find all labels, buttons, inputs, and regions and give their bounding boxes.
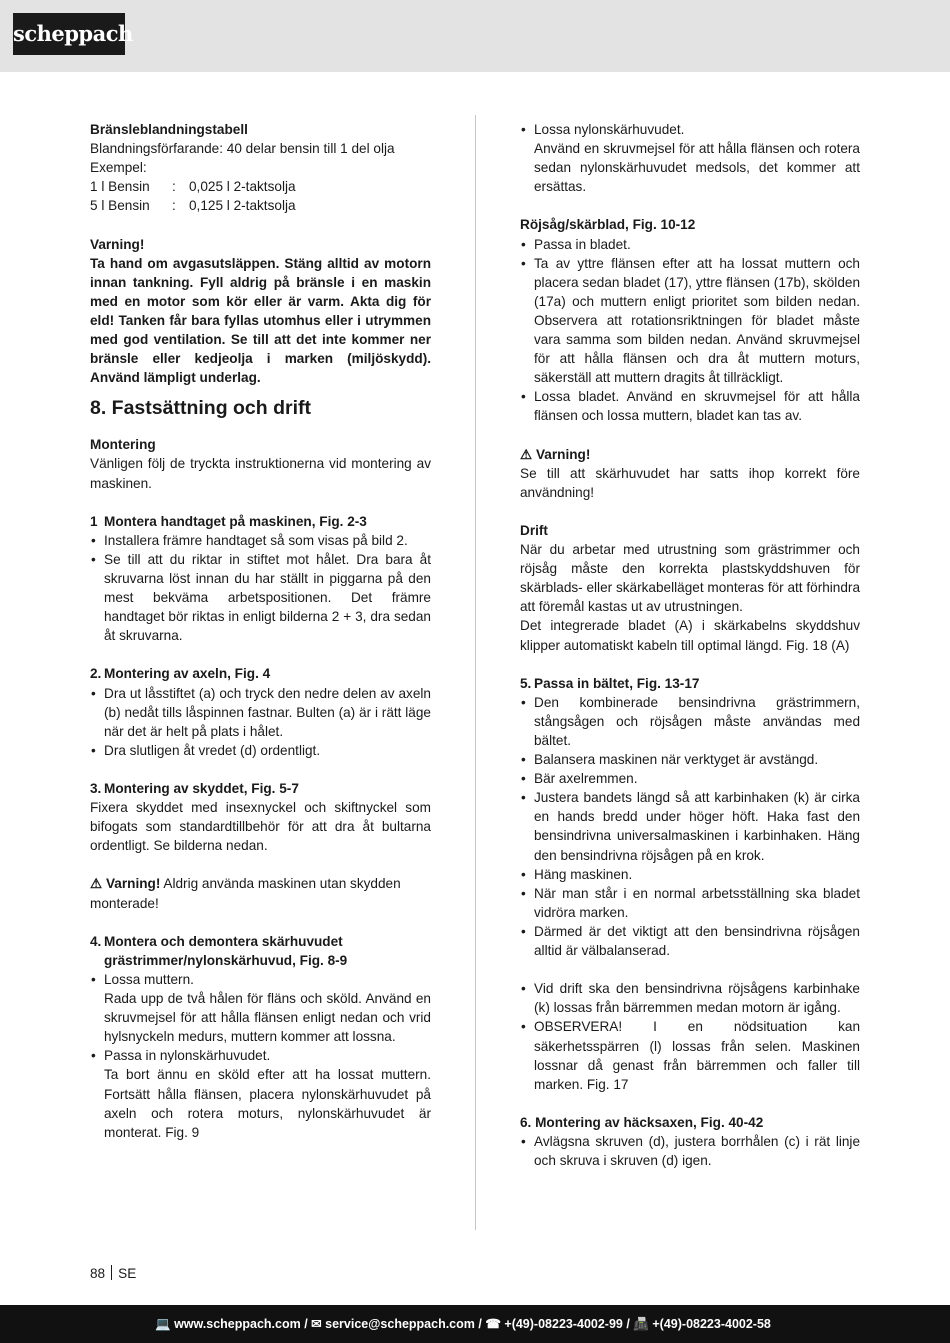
step-number: 3.	[90, 781, 102, 796]
step-4-heading	[90, 932, 431, 970]
fuel-row-amount: 5 l Bensin	[90, 198, 150, 214]
step-number: 4.	[90, 933, 102, 949]
fuel-row-amount: 1 l Bensin	[90, 179, 150, 195]
scheppach-logo: scheppach	[13, 13, 125, 55]
step-4-list	[90, 970, 431, 1142]
list-item: • Häng maskinen.	[520, 865, 860, 884]
step-3-text: Fixera skyddet med insexnyckel och skiftnyckel som bifogats som standardtillbehör för att dra åt bultarna ordentligt. Se bilderna nedan.	[90, 800, 431, 854]
nylon-head-list	[520, 120, 860, 196]
list-item: • Dra slutligen åt vredet (d) ordentligt.	[90, 741, 431, 760]
step-5-list-cont	[520, 979, 860, 1094]
blade-title: Röjsåg/skärblad, Fig. 10-12	[520, 217, 696, 233]
list-item: • Avlägsna skruven (d), justera borrhålen (c) i rät linje och skruva i skruven (d) igen.	[520, 1132, 860, 1170]
warning-text: Ta hand om avgasutsläppen. Stäng alltid av motorn innan tankning. Fyll aldrig på bränsle i en maskin med en motor som kör eller är varm. Akta dig för eld! Tanken får bara fyllas utomhus eller i utrymmen med god ventilation. Se till att det inte kommer ner bränsle eller kedjeolja i marken (miljöskydd). Använd lämpligt underlag.	[90, 255, 431, 386]
warning-title: Varning!	[90, 236, 145, 252]
fuel-row-sep: :	[172, 198, 176, 214]
blade-list	[520, 235, 860, 426]
step-5-list	[520, 693, 860, 960]
drift-text-1: När du arbetar med utrustning som grästrimmer och röjsåg måste den korrekta plastskyddshuven för skärblads- eller skärkabelläget monteras för att förhindra att föremål kastas ut av utrustningen.	[520, 542, 861, 615]
list-item: • Justera bandets längd så att karbinhaken (k) är cirka en hands bredd under höger höft. Haka fast den bensindrivna universalmaskinen i karbinhaken. Häng den bensindrivna röjsågen på en krok.	[520, 788, 860, 864]
computer-icon: 💻	[155, 1317, 171, 1331]
page-number-value: 88	[90, 1266, 106, 1281]
page-number	[90, 1265, 136, 1281]
step-3-heading	[90, 779, 431, 798]
list-item-text: Ta bort ännu en sköld efter att ha lossat muttern. Fortsätt hålla flänsen, placera nylonskärhuvudet på axeln och rotera moturs, nylonskärhuvudet är monterat. Fig. 9	[104, 1067, 431, 1140]
list-item: • Se till att du riktar in stiftet mot hålet. Dra bara åt skruvarna löst innan du har ställt in piggarna på den mest bekväma arbetspositionen. Det främre handtaget bör riktas in enligt bilderna 2 + 3, dra sedan åt skruvarna.	[90, 550, 431, 645]
phone-icon: ☎	[485, 1317, 501, 1331]
warning-title: Varning!	[535, 446, 591, 462]
list-item	[90, 970, 431, 1046]
email-icon: ✉	[311, 1317, 322, 1331]
list-item: • OBSERVERA! I en nödsituation kan säkerhetsspärren (l) lossas från selen. Maskinen lossnar då genast från bärremmen och faller till marken. Fig. 17	[520, 1017, 860, 1093]
footer-website[interactable]: www.scheppach.com /	[174, 1317, 308, 1331]
fuel-row-sep: :	[172, 179, 176, 195]
warning-triangle-icon: ⚠	[90, 876, 103, 892]
list-item: • När man står i en normal arbetsställning ska bladet vidröra marken.	[520, 884, 860, 922]
step-number: 2.	[90, 666, 102, 682]
step-2-list	[90, 684, 431, 760]
step-title: Montera handtaget på maskinen, Fig. 2-3	[104, 513, 367, 529]
list-item-head: • Lossa muttern.	[104, 971, 194, 987]
list-item: • Installera främre handtaget så som visas på bild 2.	[90, 531, 431, 550]
montering-title: Montering	[90, 437, 156, 453]
fax-icon: 📠	[633, 1317, 649, 1331]
fuel-row-oil: 0,125 l 2-taktsolja	[189, 198, 296, 214]
list-item	[520, 120, 860, 196]
header-bar	[0, 0, 950, 72]
page-language: SE	[118, 1266, 137, 1281]
right-column	[520, 120, 860, 1170]
list-item-text: Rada upp de två hålen för fläns och sköld. Använd en skruvmejsel för att hålla flänsen enligt nedan och vrid hylsnyckeln medurs, muttern kommer att lossna.	[104, 991, 431, 1045]
step-title: Montering av skyddet, Fig. 5-7	[104, 781, 299, 796]
step-6-list	[520, 1132, 860, 1170]
fuel-example-label: Exempel:	[90, 160, 147, 176]
warning-2-title: Varning!	[105, 876, 161, 892]
list-item	[90, 1046, 431, 1141]
footer-fax: +(49)-08223-4002-58	[652, 1317, 771, 1331]
left-column	[90, 120, 431, 1142]
fuel-table	[90, 177, 431, 215]
column-divider	[475, 115, 476, 1230]
warning-heading	[520, 445, 860, 464]
list-item-head: • Lossa nylonskärhuvudet.	[534, 122, 685, 137]
step-title: Montera och demontera skärhuvudet grästrimmer/nylonskärhuvud, Fig. 8-9	[104, 933, 348, 968]
fuel-procedure: Blandningsförfarande: 40 delar bensin till 1 del olja	[90, 141, 395, 157]
list-item: • Vid drift ska den bensindrivna röjsågens karbinhake (k) lossas från bärremmen medan motorn är igång.	[520, 979, 860, 1017]
list-item-head: • Passa in nylonskärhuvudet.	[104, 1048, 271, 1064]
drift-text-2: Det integrerade bladet (A) i skärkabelns skyddshuv klipper automatiskt kabeln till optimal längd. Fig. 18 (A)	[520, 618, 860, 653]
fuel-table-title: Bränsleblandningstabell	[90, 122, 248, 137]
list-item: • Den kombinerade bensindrivna grästrimmern, stångsågen och röjsågen måste användas med bältet.	[520, 693, 860, 750]
step-1-heading	[90, 512, 431, 531]
step-2-heading	[90, 664, 431, 683]
warning-2	[90, 874, 431, 912]
list-item: • Balansera maskinen när verktyget är avstängd.	[520, 750, 860, 769]
list-item: • Passa in bladet.	[520, 235, 860, 254]
footer-bar	[0, 1305, 950, 1343]
footer-phone: +(49)-08223-4002-99 /	[504, 1317, 630, 1331]
list-item: • Lossa bladet. Använd en skruvmejsel för att hålla flänsen och lossa muttern, bladet kan tas av.	[520, 387, 860, 425]
warning-triangle-icon: ⚠	[520, 446, 533, 462]
footer-contact	[155, 1305, 771, 1343]
step-number: 1	[90, 513, 98, 529]
page-separator	[111, 1265, 112, 1280]
warning-2-text: Aldrig använda maskinen utan skydden monterade!	[90, 876, 401, 911]
list-item-text: Använd en skruvmejsel för att hålla flänsen och rotera sedan nylonskärhuvudet medsols, det kommer att ersättas.	[534, 141, 860, 195]
list-item: • Dra ut låsstiftet (a) och tryck den nedre delen av axeln (b) nedåt tills låspinnen fastnar. Bulten (a) är i rätt läge när det är helt på plats i hålet.	[90, 684, 431, 741]
step-1-list	[90, 531, 431, 646]
fuel-row-oil: 0,025 l 2-taktsolja	[189, 179, 296, 195]
step-title: Passa in bältet, Fig. 13-17	[534, 675, 700, 691]
list-item: • Därmed är det viktigt att den bensindrivna röjsågen alltid är välbalanserad.	[520, 922, 860, 960]
warning-text: Se till att skärhuvudet har satts ihop korrekt före användning!	[520, 465, 860, 500]
section-heading: 8. Fastsättning och drift	[90, 397, 312, 420]
step-number: 5.	[520, 675, 532, 691]
step-5-heading	[520, 674, 860, 693]
step-title: Montering av axeln, Fig. 4	[104, 666, 271, 682]
footer-email[interactable]: service@scheppach.com /	[325, 1317, 482, 1331]
step-6-title: 6. Montering av häcksaxen, Fig. 40-42	[520, 1114, 764, 1130]
montering-text: Vänligen följ de tryckta instruktionerna vid montering av maskinen.	[90, 456, 431, 491]
drift-title: Drift	[520, 522, 548, 538]
list-item: • Bär axelremmen.	[520, 769, 860, 788]
list-item: • Ta av yttre flänsen efter att ha lossat muttern och placera sedan bladet (17), yttre flänsen (17b), skölden (17a) och muttern enligt prioritet som bilden nedan. Observera att rotationsriktningen för bladet måste vara samma som bilden nedan. Använd skruvmejsel för att hålla flänsen och dra åt muttern moturs, säkerställ att muttern dragits åt tillräckligt.	[520, 254, 860, 388]
